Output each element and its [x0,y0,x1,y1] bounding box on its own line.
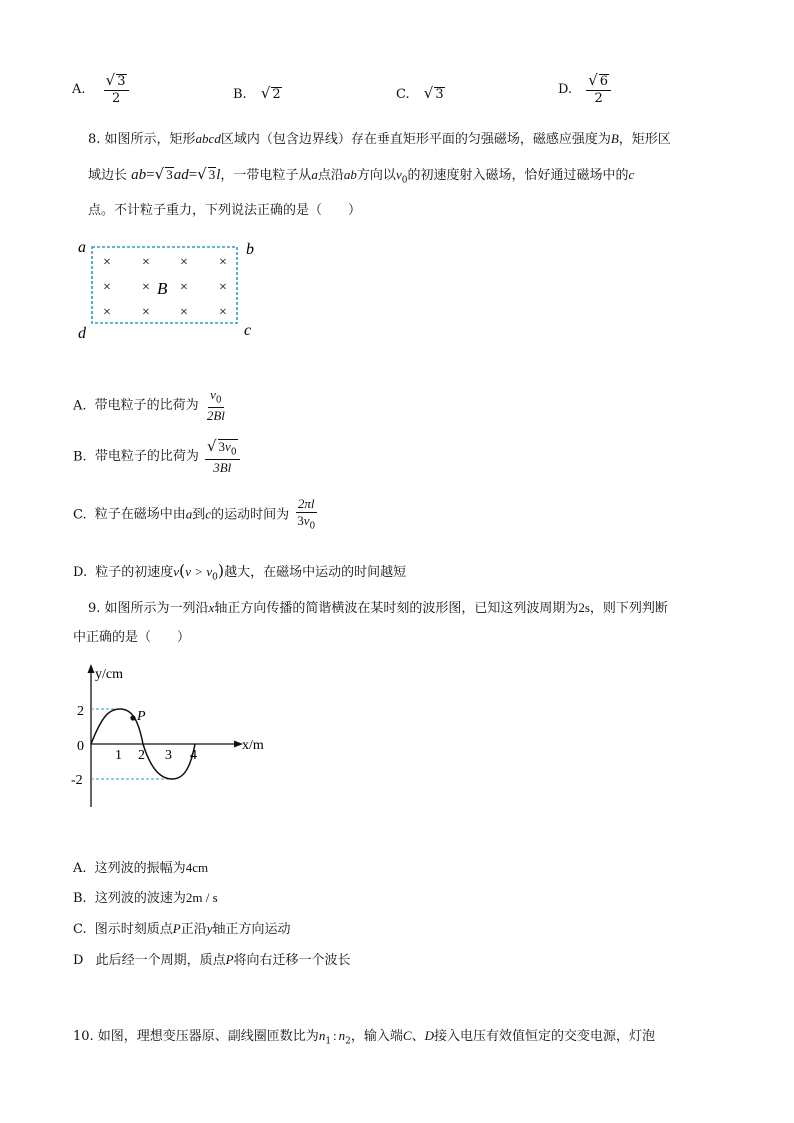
math: : [333,1028,337,1043]
y-axis-label: y/cm [95,667,123,682]
option-label: D [73,953,84,968]
text: 9. 如图所示为一列沿 [88,601,209,616]
text: 、 [411,1029,425,1044]
math: ad [173,167,189,183]
q9-option-a [73,858,208,879]
denominator: 3Bl [213,460,232,476]
math: c [205,506,212,522]
corner-a: a [78,239,86,256]
math: a [185,506,193,522]
q7-option-d [558,72,613,107]
fraction [205,388,227,424]
cross-mark: × [180,255,188,270]
cross-mark: × [103,255,111,270]
text: 这列波的波速为 [94,891,186,906]
q9-stem-line1 [88,598,668,619]
numerator: 2πl [296,497,317,513]
math: x [208,600,215,615]
text: 的初速度射入磁场，恰好通过磁场中的 [407,168,629,183]
q8-option-c [73,497,319,533]
math: D [424,1028,434,1043]
math: n [318,1028,326,1043]
text: 此后经一个周期，质点 [95,953,226,968]
math: ab [131,167,147,183]
subscript: 0 [230,447,237,458]
math: = [146,167,155,183]
radicand: 6 [599,74,609,89]
math: v > v [185,564,213,579]
value: 2m / s [185,890,218,905]
option-label: D. [73,565,88,580]
denominator: 2 [111,91,121,107]
subscript: 1 [325,1036,332,1047]
q9-stem-line2: 中正确的是（ ） [73,630,191,645]
text: 带电粒子的比荷为 [94,449,199,465]
math: P [172,921,181,936]
option-label: B. [233,87,247,102]
math: c [628,167,635,182]
corner-c: c [244,322,252,339]
radicand: 3 [435,87,444,102]
math: 2s [578,600,590,615]
math: v [173,564,180,579]
text: 带电粒子的比荷为 [94,398,199,414]
fraction [295,497,317,533]
value: 4cm [185,860,209,875]
option-label: C. [73,922,87,937]
q8-stem-line3: 点。不计粒子重力，下列说法正确的是（ ） [88,203,362,218]
subscript: 0 [309,521,316,532]
text: ，则下列判断 [589,601,668,616]
option-label: B. [73,449,87,465]
cross-mark: × [219,255,227,270]
text: 轴正方向传播的简谐横波在某时刻的波形图，已知这列波周期为 [214,601,579,616]
math: B [610,131,619,146]
cross-mark: × [103,305,111,320]
option-label: D. [558,81,573,97]
y-axis-arrow [88,664,95,673]
point-p-marker [130,715,135,720]
cross-mark: × [142,280,150,295]
text: 域边长 [88,168,128,183]
q10-stem-line1 [73,1026,655,1052]
math: abcd [195,131,221,146]
math: l [216,167,221,183]
q9-wave-figure [68,662,278,812]
text: 粒子在磁场中由 [94,507,186,523]
q8-stem-line2: 域边长 ab=√ 3ad=√ 3l，一带电粒子从a点沿ab方向以$v_0$的初速度射入磁场，恰好通过磁场中的c [88,165,635,186]
fraction: $\frac{√ 6}{2}$ [586,72,611,107]
math: a [311,167,318,182]
denominator: 2 [594,91,603,107]
option-label: C. [396,87,410,102]
q7-option-a [72,72,131,107]
denominator: 2Bl [206,408,225,424]
text: ，矩形区 [618,132,671,147]
text: 方向以 [356,168,396,183]
math: P [225,952,234,967]
text: 轴正方向运动 [212,922,291,937]
math: v [210,387,216,402]
cross-mark: × [142,255,150,270]
text: 8. 如图所示，矩形 [88,132,196,147]
subscript: 0 [212,572,218,583]
text: 图示时刻质点 [94,922,173,937]
field-label: B [157,279,168,298]
corner-b: b [246,241,254,258]
cross-mark: × [219,280,227,295]
text: ，输入端 [350,1029,403,1044]
y-tick-2: 2 [77,704,84,719]
cross-mark: × [180,305,188,320]
option-label: A. [73,398,87,414]
option-label: B. [73,891,87,906]
text: 区域内（包含边界线）存在垂直矩形平面的匀强磁场，磁感应强度为 [220,132,611,147]
fraction: $\frac{√ 3v_0}{3Bl}$ [205,438,240,476]
subscript: 0 [401,175,408,186]
math: v [395,167,402,182]
cross-mark: × [142,305,150,320]
text: 的运动时间为 [211,507,290,523]
cross-mark: × [103,280,111,295]
math: 3 [297,513,304,529]
corner-d: d [78,325,86,342]
subscript: 0 [215,395,222,406]
text: ，一带电粒子从 [220,168,312,183]
q8-option-b [73,438,242,476]
subscript: 2 [345,1036,351,1047]
y-tick-0: 0 [77,739,84,754]
point-p-label: P [137,709,146,724]
option-label: A. [73,861,87,876]
x-tick-2: 2 [138,748,145,763]
math: = [188,167,198,183]
x-axis-label: x/m [242,738,264,753]
y-tick-neg2: -2 [71,773,83,788]
q8-option-d: D. 粒子的初速度$v(v > v_0)$越大，在磁场中运动的时间越短 [73,561,407,583]
q7-option-b: B. √ 2 [233,84,281,102]
x-tick-1: 1 [115,748,122,763]
fraction: $\frac{√ 3}{2}$ [104,72,129,107]
cross-mark: × [180,280,188,295]
radicand: 2 [272,87,281,102]
radicand: 3 [218,439,226,454]
q8-figure [70,236,270,346]
q9-option-b [73,888,218,909]
option-label: A. [72,81,86,97]
math: ab [343,167,357,182]
q7-option-c: C. √ 3 [396,84,444,102]
math: y [206,921,213,936]
math: C [402,1028,412,1043]
text: 这列波的振幅为 [94,861,186,876]
q9-option-c [73,919,291,940]
option-label: C. [73,507,87,523]
text: 将向右迁移一个波长 [233,953,351,968]
text: 点沿 [317,168,344,183]
cross-mark: × [219,305,227,320]
math: v [303,513,310,529]
math: v [225,439,231,454]
text: 10. 如图，理想变压器原、副线圈匝数比为 [73,1029,319,1044]
text: 接入电压有效值恒定的交变电源，灯泡 [434,1029,656,1044]
radicand: 3 [117,74,126,89]
text: 粒子的初速度 [95,565,174,580]
math: n [338,1028,346,1043]
text: 越大，在磁场中运动的时间越短 [224,565,407,580]
q9-option-d [73,950,351,971]
radicand: 3 [208,167,216,182]
x-tick-4: 4 [190,748,197,763]
text: 正沿 [180,922,207,937]
text: 到 [192,507,206,523]
x-tick-3: 3 [165,748,172,763]
q8-option-a [73,388,229,424]
radicand: 3 [166,167,173,182]
q8-stem-line1 [88,129,671,150]
